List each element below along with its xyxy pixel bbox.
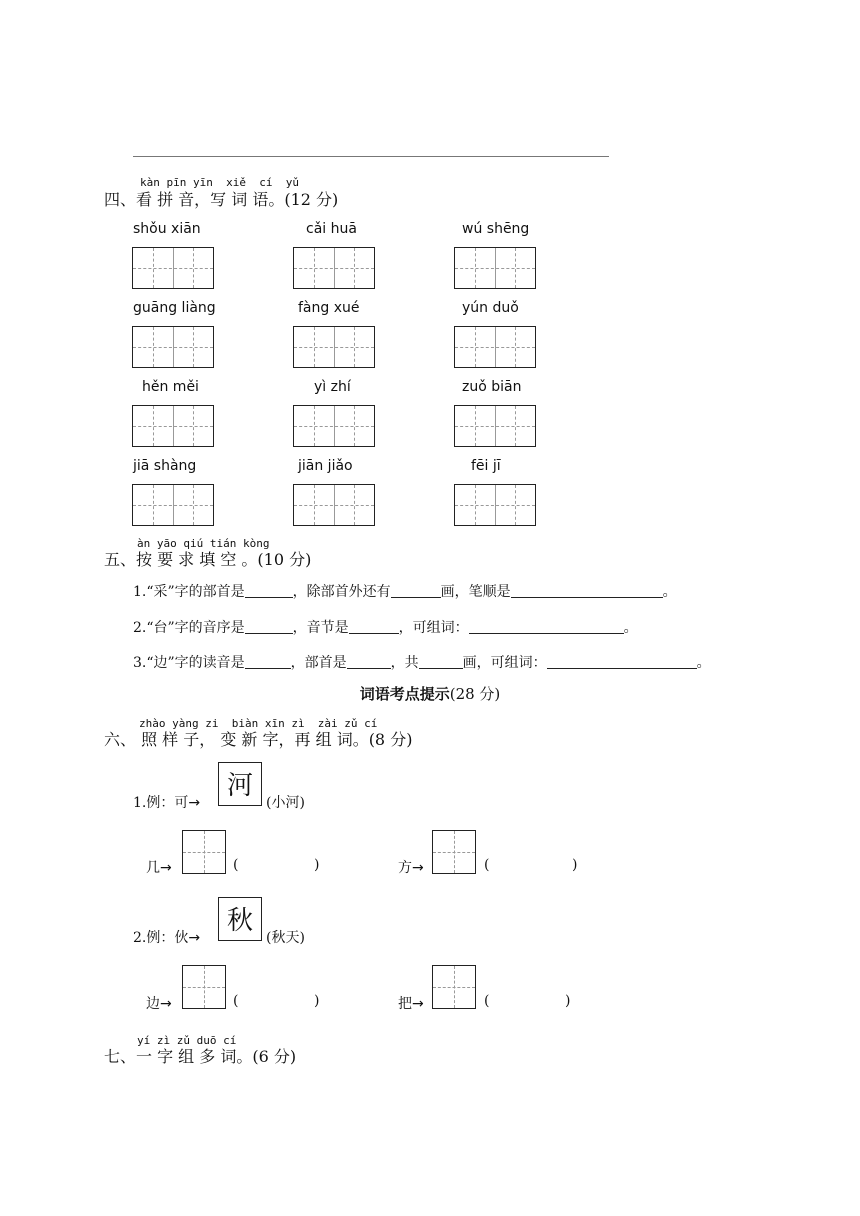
section6-pinyin: zhào yàng zi biàn xīn zì zài zǔ cí — [139, 717, 378, 730]
word-paren-close: ) — [314, 857, 320, 873]
blank-field[interactable] — [245, 619, 293, 634]
pinyin-label: zuǒ biān — [462, 379, 522, 395]
word-paren-close: ) — [314, 993, 320, 1009]
answer-grid[interactable] — [454, 405, 536, 447]
pinyin-label: cǎi huā — [306, 221, 357, 237]
word-paren-close: ) — [565, 993, 571, 1009]
blank-field[interactable] — [511, 583, 663, 598]
word-paren-close: ) — [572, 857, 578, 873]
answer-grid[interactable] — [293, 247, 375, 289]
pinyin-label: jiā shàng — [133, 458, 197, 474]
base-char: 方→ — [398, 860, 424, 876]
answer-grid[interactable] — [454, 326, 536, 368]
section6-heading: 六、 照 样 子， 变 新 字，再 组 词。(8 分) — [104, 730, 413, 749]
word-paren-open: ( — [233, 857, 239, 873]
section5-pinyin: àn yāo qiú tián kòng — [137, 537, 270, 550]
question-2: 2.“台”字的音序是 ，音节是 ，可组词： 。 — [133, 620, 638, 636]
answer-char-box[interactable] — [432, 830, 476, 874]
pinyin-label: wú shēng — [462, 221, 530, 237]
question-3: 3.“边”字的读音是 ，部首是 ，共 画，可组词： 。 — [133, 655, 711, 671]
example-word: (小河) — [266, 795, 305, 811]
example-char-box: 秋 — [218, 897, 262, 941]
blank-field[interactable] — [245, 583, 293, 598]
blank-field[interactable] — [245, 654, 291, 669]
blank-field[interactable] — [419, 654, 463, 669]
answer-grid[interactable] — [293, 484, 375, 526]
base-char: 边→ — [146, 996, 172, 1012]
pinyin-label: yún duǒ — [462, 300, 519, 316]
section7-heading: 七、一 字 组 多 词。(6 分) — [104, 1047, 297, 1066]
section7-pinyin: yí zì zǔ duō cí — [137, 1034, 237, 1047]
answer-grid[interactable] — [454, 484, 536, 526]
answer-grid[interactable] — [132, 405, 214, 447]
pinyin-label: jiān jiǎo — [298, 458, 353, 474]
section4-heading: 四、看 拼 音，写 词 语。(12 分) — [104, 190, 339, 209]
answer-char-box[interactable] — [182, 965, 226, 1009]
answer-grid[interactable] — [454, 247, 536, 289]
section-title: 词语考点提示(28 分) — [359, 685, 501, 703]
base-char: 几→ — [146, 860, 172, 876]
answer-grid[interactable] — [132, 326, 214, 368]
section4-pinyin: kàn pīn yīn xiě cí yǔ — [140, 176, 299, 189]
example-word: (秋天) — [266, 930, 305, 946]
answer-char-box[interactable] — [432, 965, 476, 1009]
answer-char-box[interactable] — [182, 830, 226, 874]
example-char-box: 河 — [218, 762, 262, 806]
pinyin-label: guāng liàng — [133, 300, 216, 316]
top-rule — [133, 156, 609, 157]
answer-grid[interactable] — [293, 326, 375, 368]
word-paren-open: ( — [484, 857, 490, 873]
example-2: 2.例：伙→ — [133, 930, 201, 946]
pinyin-label: hěn měi — [142, 379, 199, 395]
blank-field[interactable] — [547, 654, 697, 669]
answer-grid[interactable] — [132, 247, 214, 289]
pinyin-label: fàng xué — [298, 300, 360, 316]
example-1: 1.例：可→ — [133, 795, 201, 811]
word-paren-open: ( — [484, 993, 490, 1009]
base-char: 把→ — [398, 996, 424, 1012]
word-paren-open: ( — [233, 993, 239, 1009]
answer-grid[interactable] — [293, 405, 375, 447]
answer-grid[interactable] — [132, 484, 214, 526]
blank-field[interactable] — [349, 619, 399, 634]
blank-field[interactable] — [469, 619, 624, 634]
pinyin-label: yì zhí — [314, 379, 351, 395]
pinyin-label: shǒu xiān — [133, 221, 201, 237]
blank-field[interactable] — [391, 583, 441, 598]
question-1: 1.“采”字的部首是 ，除部首外还有 画，笔顺是 。 — [133, 584, 677, 600]
section5-heading: 五、按 要 求 填 空 。(10 分) — [104, 550, 312, 569]
pinyin-label: fēi jī — [471, 458, 501, 474]
blank-field[interactable] — [347, 654, 391, 669]
